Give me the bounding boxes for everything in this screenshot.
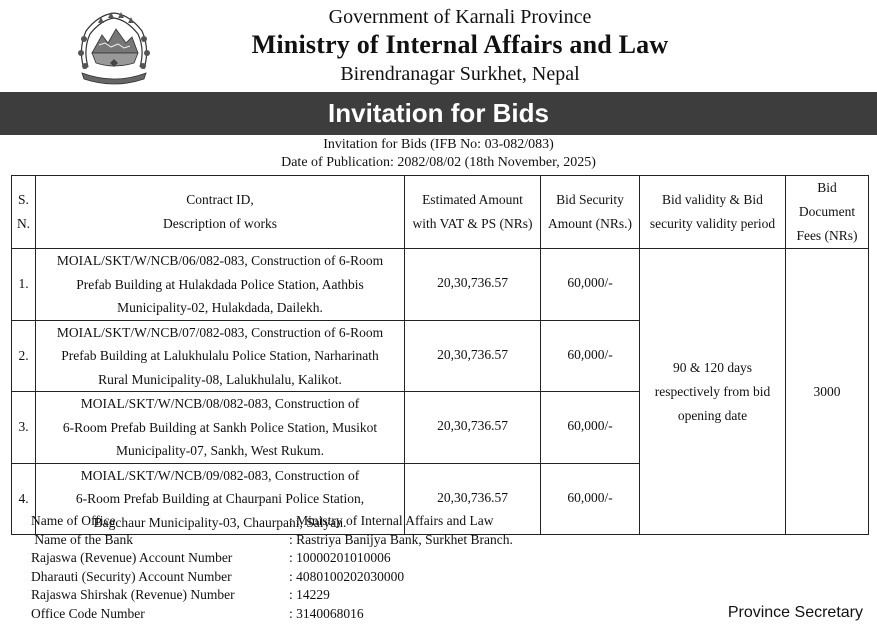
government-name: Government of Karnali Province [328,6,592,28]
header-sn: S. N. [12,176,36,249]
ifb-number: Invitation for Bids (IFB No: 03-082/083) [323,137,554,152]
info-value: : 14229 [289,587,330,602]
header-validity: Bid validity & Bid security validity period [640,176,786,249]
row-estimated-amount: 20,30,736.57 [405,392,541,464]
info-row [31,568,513,587]
info-label: Office Code Number [31,605,145,621]
info-label: Name of the Bank [31,531,133,547]
row-estimated-amount: 20,30,736.57 [405,249,541,321]
info-label: Rajaswa (Revenue) Account Number [31,550,233,565]
office-info [31,512,513,623]
row-bid-security: 60,000/- [541,320,640,392]
info-row [31,512,513,531]
table-row [12,249,869,321]
info-row [31,531,513,550]
publication-date: Date of Publication: 2082/08/02 (18th November, 2025) [281,155,596,170]
signatory-title: Province Secretary [727,604,863,621]
title-banner [0,92,877,135]
info-label: Name of Office [31,513,116,528]
document-fees: 3000 [786,249,869,535]
row-sn: 4. [12,463,36,535]
row-description: MOIAL/SKT/W/NCB/06/082-083, Construction of 6-Room Prefab Building at Hulakdada Police Station, Aathbis Municipality-02, Hulakdada, Dailekh. [36,249,405,321]
validity-period: 90 & 120 days respectively from bid opening date [640,249,786,535]
bids-table [11,175,869,535]
info-value: : Rastriya Banijya Bank, Surkhet Branch. [289,531,513,547]
row-bid-security: 60,000/- [541,249,640,321]
row-description: MOIAL/SKT/W/NCB/08/082-083, Construction of 6-Room Prefab Building at Sankh Police Station, Musikot Municipality-07, Sankh, West Rukum. [36,392,405,464]
info-row [31,549,513,568]
header-document-fees: Bid Document Fees (NRs) [786,176,869,249]
info-value: : 4080100202030000 [289,568,405,584]
row-bid-security: 60,000/- [541,463,640,535]
info-row [31,586,513,605]
info-value: : 10000201010006 [289,550,391,565]
page-title: Invitation for Bids [328,98,549,128]
header-bid-security: Bid Security Amount (NRs.) [541,176,640,249]
info-value: : 3140068016 [289,605,364,621]
row-estimated-amount: 20,30,736.57 [405,463,541,535]
nepal-emblem-icon [74,9,154,87]
row-sn: 3. [12,392,36,464]
row-sn: 2. [12,320,36,392]
row-sn: 1. [12,249,36,321]
ministry-address: Birendranagar Surkhet, Nepal [340,63,580,85]
header-estimated-amount: Estimated Amount with VAT & PS (NRs) [405,176,541,249]
header-description: Contract ID, Description of works [36,176,405,249]
table-header-row [12,176,869,249]
info-label: Dharauti (Security) Account Number [31,568,232,584]
row-description: MOIAL/SKT/W/NCB/09/082-083, Construction of 6-Room Prefab Building at Chaurpani Police Station, Bagchaur Municipality-03, Chaurpani, Salyan. [36,463,405,535]
ministry-name: Ministry of Internal Affairs and Law [251,30,669,59]
info-value: : Ministry of Internal Affairs and Law [289,513,494,528]
info-row [31,605,513,624]
row-bid-security: 60,000/- [541,392,640,464]
row-description: MOIAL/SKT/W/NCB/07/082-083, Construction of 6-Room Prefab Building at Lalukhulalu Police Station, Narharinath Rural Municipality-08, Lalukhulalu, Kalikot. [36,320,405,392]
info-label: Rajaswa Shirshak (Revenue) Number [31,587,235,602]
row-estimated-amount: 20,30,736.57 [405,320,541,392]
